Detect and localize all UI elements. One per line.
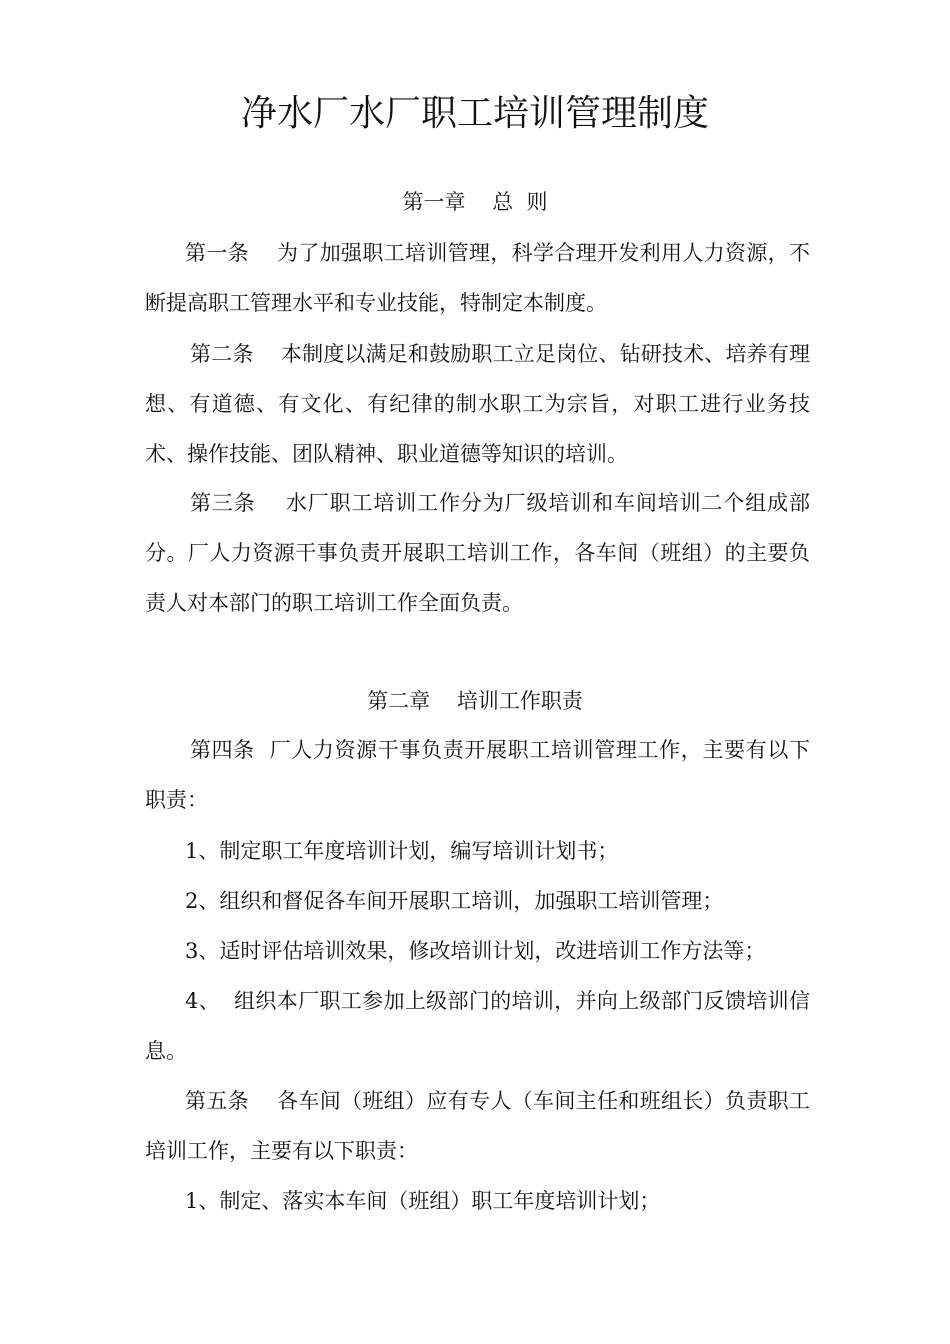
list-item: 2、组织和督促各车间开展职工培训，加强职工培训管理； (185, 889, 724, 913)
article-paragraph: 第四条 厂人力资源干事负责开展职工培训管理工作，主要有以下职责： (145, 738, 810, 812)
article-paragraph: 第三条 水厂职工培训工作分为厂级培训和车间培训二个组成部分。厂人力资源干事负责开展职工培训工作，各车间（班组）的主要负责人对本部门的职工培训工作全面负责。 (145, 491, 810, 615)
article-paragraph: 第一条 为了加强职工培训管理，科学合理开发利用人力资源，不断提高职工管理水平和专业技能，特制定本制度。 (145, 241, 810, 315)
article-paragraph: 第二条 本制度以满足和鼓励职工立足岗位、钻研技术、培养有理想、有道德、有文化、有纪律的制水职工为宗旨，对职工进行业务技术、操作技能、团队精神、职业道德等知识的培训。 (145, 342, 810, 466)
list-item: 1、制定职工年度培训计划，编写培训计划书； (185, 839, 619, 863)
list-item: 4、 组织本厂职工参加上级部门的培训，并向上级部门反馈培训信息。 (145, 989, 810, 1063)
document-title: 净水厂水厂职工培训管理制度 (240, 93, 709, 134)
chapter-heading: 第一章 总 则 (402, 190, 548, 214)
chapter-heading: 第二章 培训工作职责 (367, 689, 583, 713)
list-item: 1、制定、落实本车间（班组）职工年度培训计划； (185, 1189, 661, 1213)
list-item: 3、适时评估培训效果，修改培训计划，改进培训工作方法等； (185, 939, 766, 963)
article-paragraph: 第五条 各车间（班组）应有专人（车间主任和班组长）负责职工培训工作，主要有以下职责： (145, 1089, 810, 1163)
